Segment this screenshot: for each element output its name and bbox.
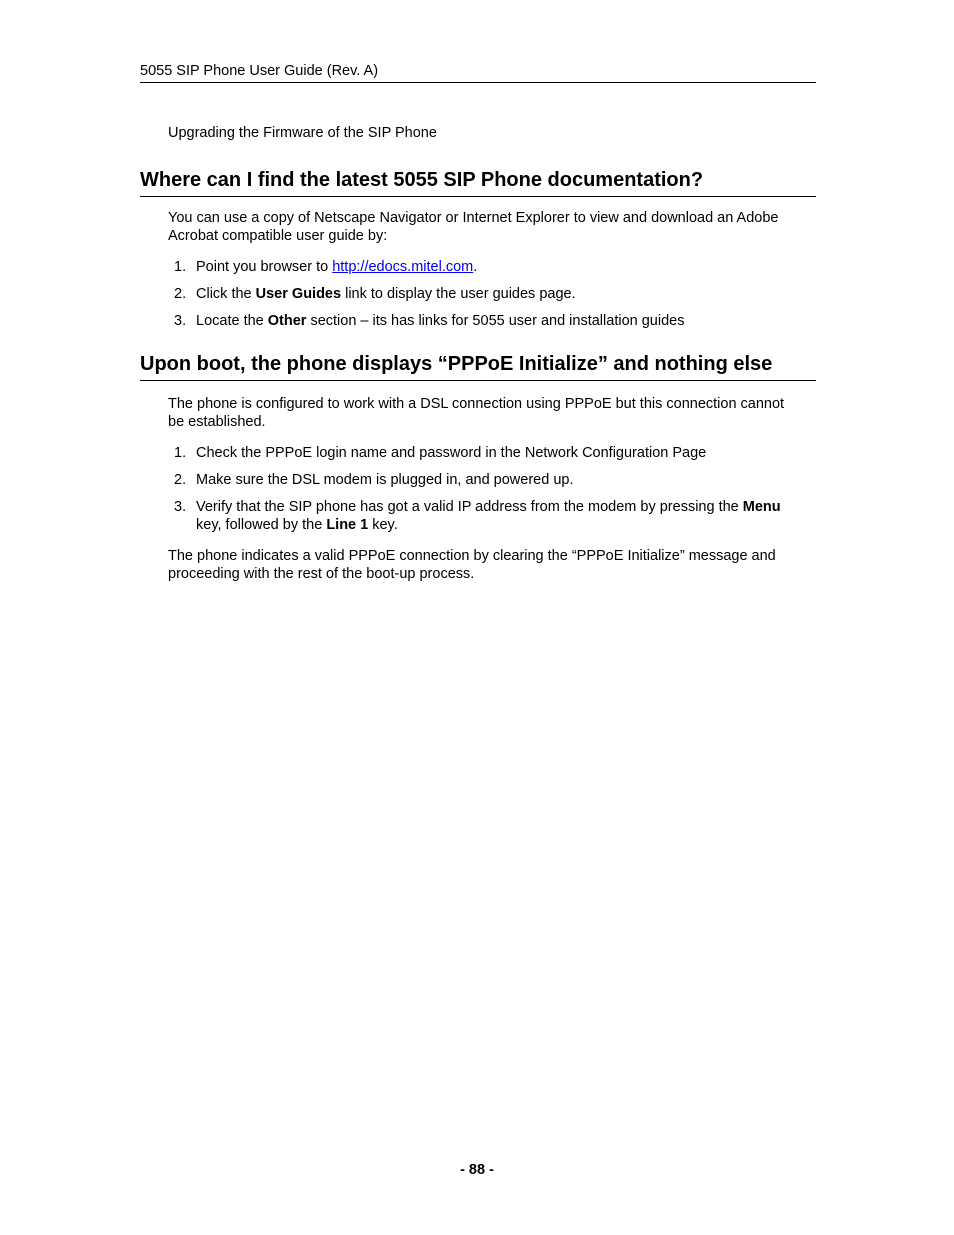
step-text-end: link to display the user guides page. bbox=[341, 286, 576, 302]
step-number: 2. bbox=[174, 472, 187, 488]
step-text-end: . bbox=[473, 259, 478, 275]
steps-list bbox=[140, 444, 816, 534]
step-number: 3. bbox=[174, 313, 187, 329]
carry-over-item: Upgrading the Firmware of the SIP Phone bbox=[168, 125, 437, 141]
list-item bbox=[140, 444, 816, 462]
step-bold: Line 1 bbox=[326, 517, 369, 533]
step-text-end: key. bbox=[368, 517, 398, 533]
step-text-end: section – its has links for 5055 user and installation guides bbox=[306, 313, 685, 329]
list-item bbox=[140, 471, 816, 489]
section-intro: The phone is configured to work with a DSL connection using PPPoE but this connection cannot be established. bbox=[168, 396, 785, 430]
step-text: Click the bbox=[196, 286, 256, 302]
step-text: Point you browser to bbox=[196, 259, 333, 275]
step-bold: User Guides bbox=[255, 286, 342, 302]
section-heading: Upon boot, the phone displays “PPPoE Initialize” and nothing else bbox=[140, 352, 816, 381]
section-heading: Where can I find the latest 5055 SIP Phone documentation? bbox=[140, 168, 816, 197]
list-item bbox=[140, 258, 816, 276]
step-bold: Menu bbox=[742, 499, 781, 515]
section-intro: You can use a copy of Netscape Navigator or Internet Explorer to view and download an Adobe Acrobat compatible user guide by: bbox=[168, 210, 779, 244]
page-number: - 88 - bbox=[460, 1162, 494, 1178]
step-bold: Other bbox=[267, 313, 307, 329]
section-outro: The phone indicates a valid PPPoE connection by clearing the “PPPoE Initialize” message and proceeding with the rest of the boot-up process. bbox=[168, 548, 776, 582]
step-number: 2. bbox=[174, 286, 187, 302]
header-title: 5055 SIP Phone User Guide (Rev. A) bbox=[140, 63, 379, 79]
list-item bbox=[140, 312, 816, 330]
edocs-link[interactable]: http://edocs.mitel.com bbox=[332, 259, 474, 275]
step-number: 1. bbox=[174, 259, 187, 275]
steps-list bbox=[140, 258, 816, 330]
section-pppoe bbox=[140, 352, 816, 583]
step-text: Verify that the SIP phone has got a valid IP address from the modem by pressing the bbox=[196, 499, 743, 515]
section-documentation bbox=[140, 168, 816, 330]
list-item bbox=[140, 285, 816, 303]
step-text: Make sure the DSL modem is plugged in, and powered up. bbox=[196, 472, 574, 488]
step-text: Check the PPPoE login name and password in the Network Configuration Page bbox=[196, 445, 707, 461]
list-item bbox=[140, 498, 816, 534]
step-text: Locate the bbox=[196, 313, 268, 329]
step-text-mid: key, followed by the bbox=[196, 517, 327, 533]
running-header bbox=[140, 62, 816, 83]
step-number: 3. bbox=[174, 499, 187, 515]
step-number: 1. bbox=[174, 445, 187, 461]
